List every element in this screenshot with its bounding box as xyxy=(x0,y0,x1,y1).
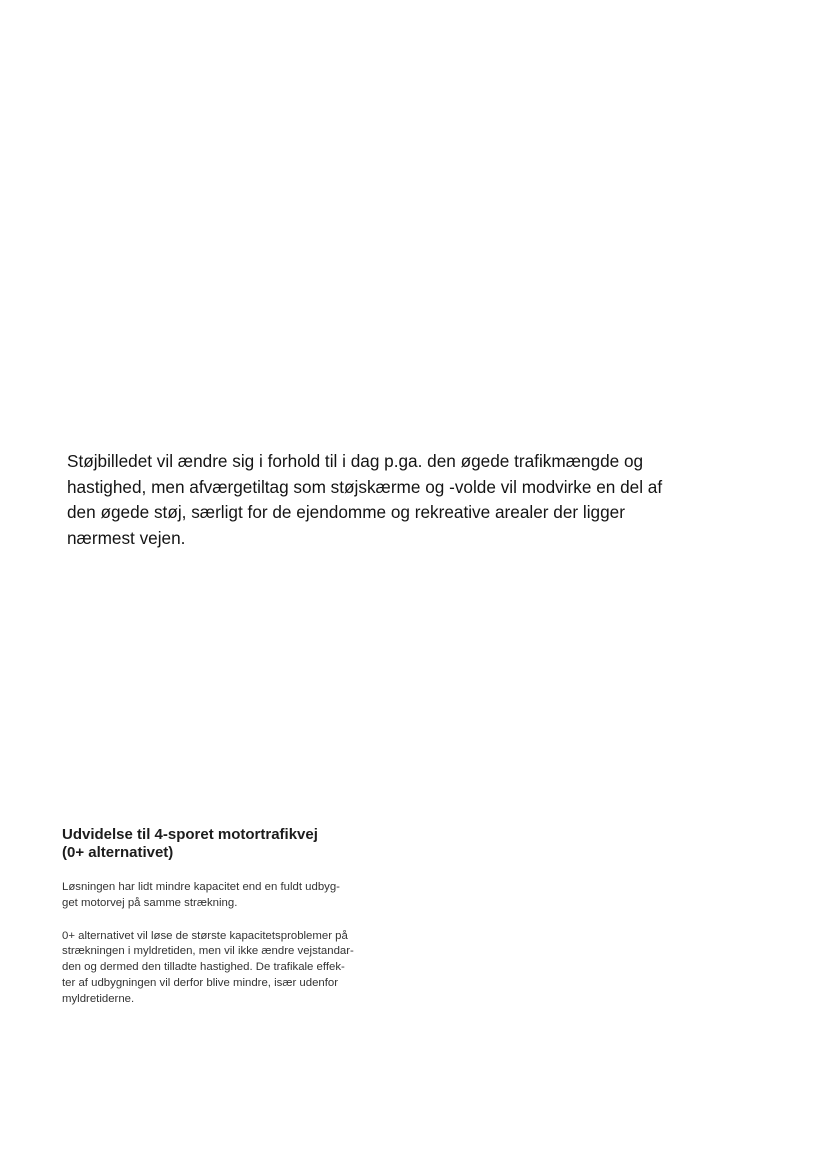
section-heading xyxy=(62,826,422,862)
paragraph-line: strækningen i myldretiden, men vil ikke ændre vejstandar- xyxy=(62,945,354,958)
paragraph-line: ter af udbygningen vil derfor blive mindre, især udenfor xyxy=(62,976,339,989)
effects-paragraph xyxy=(62,929,422,1008)
body-line: nærmest vejen. xyxy=(67,527,186,548)
capacity-paragraph xyxy=(62,880,422,912)
paragraph-line: myldretiderne. xyxy=(62,992,135,1005)
noise-paragraph xyxy=(67,449,747,551)
body-line: hastighed, men afværgetiltag som støjskærme og -volde vil modvirke en del af xyxy=(67,476,663,497)
body-text xyxy=(67,449,747,551)
section-heading-line: Udvidelse til 4-sporet motortrafikvej xyxy=(62,826,318,843)
paragraph-line: Løsningen har lidt mindre kapacitet end en fuldt udbyg- xyxy=(62,881,340,893)
section-heading-line: (0+ alternativet) xyxy=(62,844,174,861)
paragraph-line: get motorvej på samme strækning. xyxy=(62,896,238,909)
body-line: den øgede støj, særligt for de ejendomme og rekreative arealer der ligger xyxy=(67,502,625,522)
paragraph-line: den og dermed den tilladte hastighed. De trafikale effek- xyxy=(62,961,345,974)
paragraph-line: 0+ alternativet vil løse de største kapacitetsproblemer på xyxy=(62,929,348,942)
body-line: Støjbilledet vil ændre sig i forhold til i dag p.ga. den øgede trafikmængde og xyxy=(67,451,644,471)
alternative-description xyxy=(62,826,422,1025)
